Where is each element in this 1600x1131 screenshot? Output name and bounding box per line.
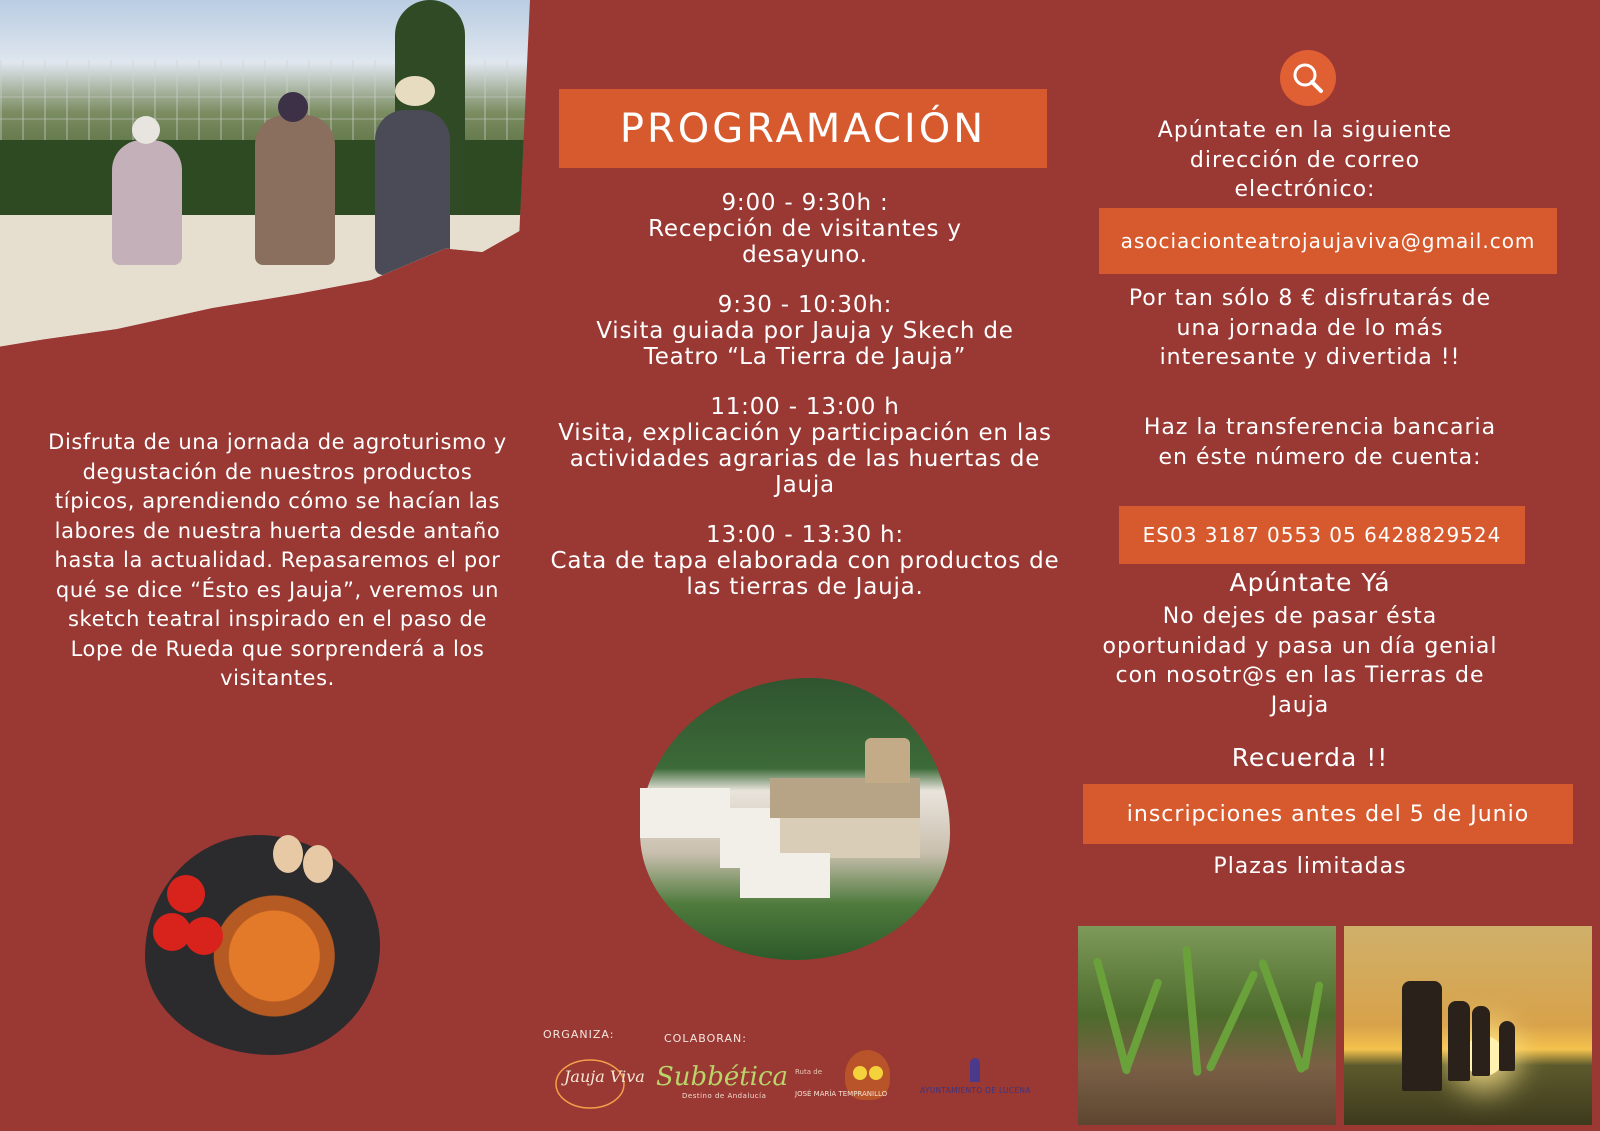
hikers-photo xyxy=(1344,926,1592,1125)
limited-text: Plazas limitadas xyxy=(1213,854,1407,879)
schedule-activity: Visita guiada por Jauja y Skech de Teatro “La Tierra de Jauja” xyxy=(596,318,1014,370)
village-photo xyxy=(640,678,950,960)
schedule-time: 9:00 - 9:30h : xyxy=(721,190,889,216)
tempranillo-logo-b: TEMPRANILLO xyxy=(838,1090,888,1098)
cta-text: No dejes de pasar ésta oportunidad y pasa un día genial con nosotr@s en las Tierras de Jauja xyxy=(1102,604,1498,718)
tempranillo-logo xyxy=(795,1050,905,1110)
cta-title: Apúntate Yá xyxy=(1229,568,1391,597)
subbetica-logo xyxy=(656,1062,789,1107)
food-photo xyxy=(145,835,380,1055)
account-box: ES03 3187 0553 05 6428829524 xyxy=(1119,506,1525,564)
transfer-text: Haz la transferencia bancaria en éste número de cuenta: xyxy=(1143,415,1497,470)
subbetica-logo-text: Subbética xyxy=(656,1062,789,1092)
signup-text: Apúntate en la siguiente dirección de correo electrónico: xyxy=(1157,118,1453,202)
schedule-item xyxy=(540,394,1070,498)
tempranillo-pre: Ruta de xyxy=(795,1068,822,1076)
jauja-viva-logo xyxy=(550,1052,645,1117)
corn-sprouts-photo xyxy=(1078,926,1336,1125)
tempranillo-logo-a: JOSÉ MARÍA xyxy=(795,1090,837,1098)
deadline-box: inscripciones antes del 5 de Junio xyxy=(1083,784,1573,844)
schedule-list xyxy=(540,190,1070,624)
schedule-activity: Recepción de visitantes y desayuno. xyxy=(648,216,962,268)
price-text: Por tan sólo 8 € disfrutarás de una jornada de lo más interesante y divertida !! xyxy=(1128,286,1492,370)
colaboran-label: COLABORAN: xyxy=(664,1032,747,1045)
search-icon xyxy=(1280,50,1336,106)
schedule-time: 11:00 - 13:00 h xyxy=(710,394,900,420)
schedule-activity: Cata de tapa elaborada con productos de las tierras de Jauja. xyxy=(550,548,1060,600)
event-description: Disfruta de una jornada de agroturismo y degustación de nuestros productos típicos, aprendiendo cómo se hacían las labores de nuestra huerta desde antaño hasta la actualidad. Repasaremos el por qué se dice “Ésto es Jauja”, veremos un sketch teatral inspirado en el paso de Lope de Rueda que sorprenderá a los visitantes. xyxy=(48,430,507,690)
schedule-activity: Visita, explicación y participación en las actividades agrarias de las huertas de Jauja xyxy=(558,420,1052,498)
email-box[interactable]: asociacionteatrojaujaviva@gmail.com xyxy=(1099,208,1557,274)
schedule-time: 13:00 - 13:30 h: xyxy=(706,522,904,548)
subbetica-logo-sub: Destino de Andalucía xyxy=(682,1092,767,1100)
schedule-time: 9:30 - 10:30h: xyxy=(717,292,893,318)
schedule-item xyxy=(540,522,1070,600)
program-title: PROGRAMACIÓN xyxy=(559,89,1047,168)
schedule-item xyxy=(540,292,1070,370)
schedule-item xyxy=(540,190,1070,268)
organiza-label: ORGANIZA: xyxy=(543,1028,615,1041)
ayuntamiento-logo-text: AYUNTAMIENTO DE LUCENA xyxy=(920,1086,1031,1095)
actors-photo xyxy=(0,0,530,350)
reminder-title: Recuerda !! xyxy=(1231,743,1389,772)
ayuntamiento-logo xyxy=(920,1058,1038,1103)
jauja-logo-text: Jauja Viva xyxy=(564,1067,645,1086)
